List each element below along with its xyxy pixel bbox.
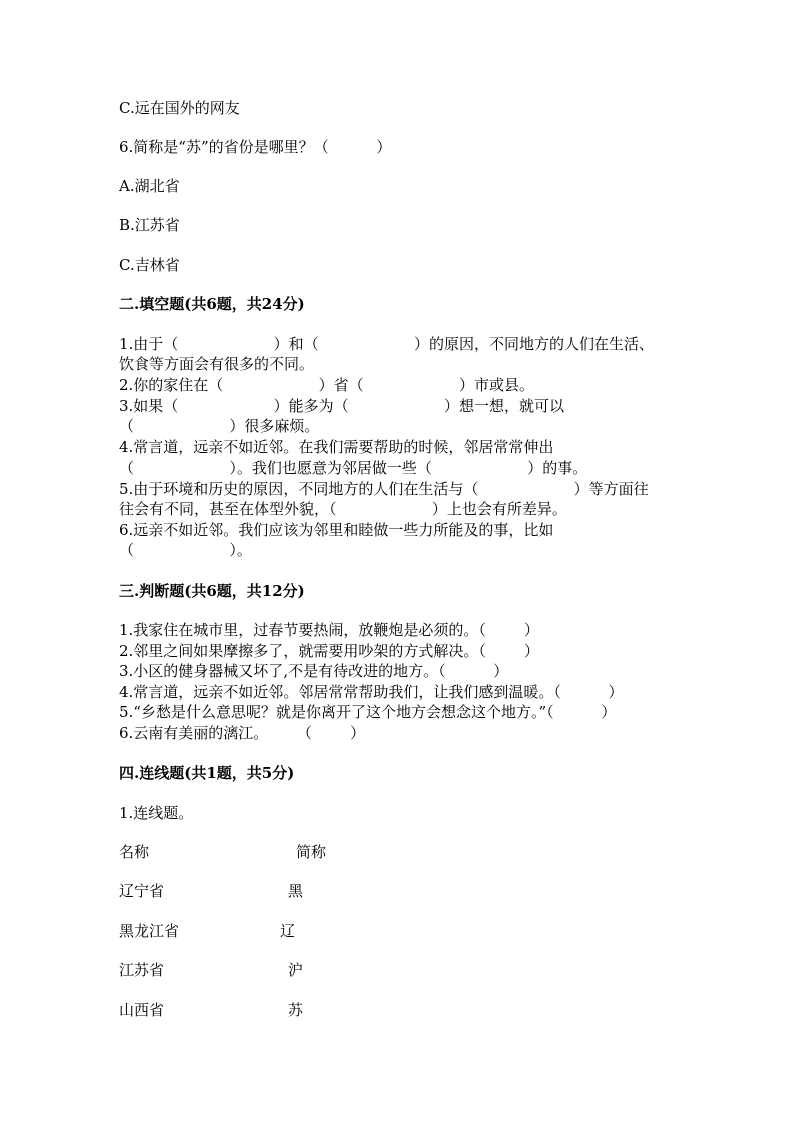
- section3-line: 4.常言道，远亲不如近邻。邻居常常帮助我们，让我们感到温暖。（ ）: [119, 683, 624, 701]
- section3-line: 5.“乡愁是什么意思呢？就是你离开了这个地方会想念这个地方。”（ ）: [119, 703, 617, 721]
- section2-heading: 二.填空题(共6题，共24分): [119, 295, 305, 313]
- section2-line: （ ）。我们也愿意为邻居做一些（ ）的事。: [119, 459, 588, 477]
- section2-line: 6.远亲不如近邻。我们应该为邻里和睦做一些力所能及的事，比如: [119, 521, 554, 539]
- section2-line: 饮食等方面会有很多的不同。: [119, 355, 315, 373]
- section2-line: 5.由于环境和历史的原因，不同地方的人们在生活与（ ）等方面往: [119, 480, 649, 498]
- match-right-item: 沪: [288, 961, 304, 979]
- section2-line: 2.你的家住在（ ）省（ ）市或县。: [119, 376, 535, 394]
- section2-line: （ ）很多麻烦。: [119, 417, 320, 435]
- q6-option-c: C.吉林省: [119, 256, 180, 274]
- match-left-item: 江苏省: [119, 961, 165, 979]
- match-left-item: 辽宁省: [119, 882, 165, 900]
- section2-line: 3.如果（ ）能多为（ ）想一想，就可以: [119, 397, 565, 415]
- match-left-item: 山西省: [119, 1001, 165, 1019]
- section3-heading: 三.判断题(共6题，共12分): [119, 582, 305, 600]
- section2-line: 1.由于（ ）和（ ）的原因，不同地方的人们在生活、: [119, 335, 655, 353]
- section2-line: 往会有不同，甚至在体型外貌，（ ）上也会有所差异。: [119, 500, 567, 518]
- section3-line: 6.云南有美丽的漓江。 （ ）: [119, 724, 366, 742]
- q6-option-b: B.江苏省: [119, 216, 180, 234]
- q5-option-c: C.远在国外的网友: [119, 99, 240, 117]
- section4-q1: 1.连线题。: [119, 804, 194, 822]
- match-left-item: 黑龙江省: [119, 922, 180, 940]
- match-right-item: 辽: [280, 922, 296, 940]
- section2-line: 4.常言道，远亲不如近邻。在我们需要帮助的时候，邻居常常伸出: [119, 438, 554, 456]
- match-left-header: 名称: [119, 843, 150, 861]
- q6-option-a: A.湖北省: [119, 177, 180, 195]
- section3-line: 2.邻里之间如果摩擦多了，就需要用吵架的方式解决。（ ）: [119, 642, 539, 660]
- section4-heading: 四.连线题(共1题，共5分): [119, 764, 295, 782]
- match-right-item: 苏: [288, 1001, 304, 1019]
- match-right-header: 简称: [296, 843, 327, 861]
- section3-line: 3.小区的健身器械又坏了,不是有待改进的地方。（ ）: [119, 662, 509, 680]
- section3-line: 1.我家住在城市里，过春节要热闹，放鞭炮是必须的。（ ）: [119, 621, 539, 639]
- match-right-item: 黑: [288, 882, 304, 900]
- section2-line: （ ）。: [119, 541, 252, 559]
- q6-question: 6.简称是“苏”的省份是哪里？（ ）: [119, 138, 392, 156]
